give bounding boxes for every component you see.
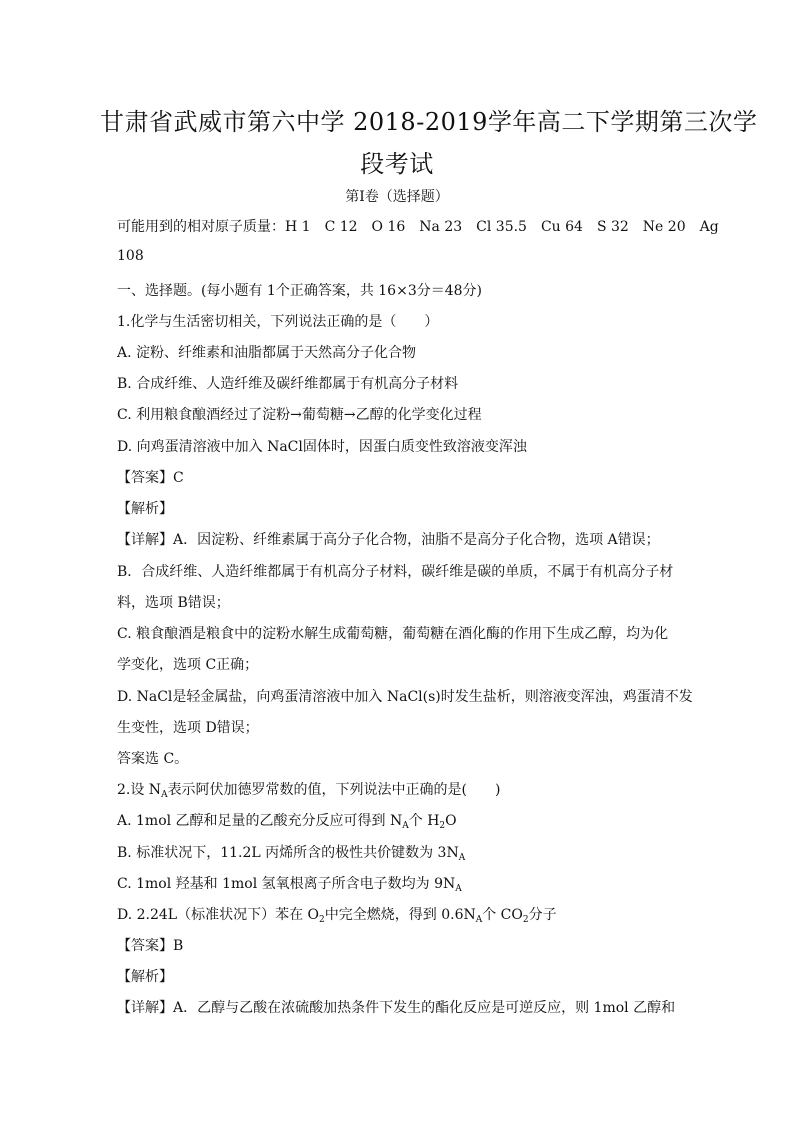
q2-option-a-sub1: A bbox=[402, 821, 409, 831]
q1-analysis-label: 【解析】 bbox=[117, 501, 173, 517]
atomic-mass-line2: 108 bbox=[117, 248, 144, 264]
q2-option-d-sub3: 2 bbox=[522, 915, 529, 925]
q1-option-c: C. 利用粮食酿酒经过了淀粉→葡萄糖→乙醇的化学变化过程 bbox=[117, 407, 482, 423]
q2-option-d-sub1: 2 bbox=[319, 915, 325, 925]
document-title-line2: 段考试 bbox=[360, 150, 434, 178]
q1-option-a: A. 淀粉、纤维素和油脂都属于天然高分子化合物 bbox=[117, 345, 417, 361]
q1-answer: 【答案】C bbox=[117, 470, 184, 486]
q2-option-c-sub: A bbox=[455, 884, 462, 894]
part-one-heading: 一、选择题。(每小题有 1个正确答案，共 16×3分＝48分) bbox=[117, 283, 482, 299]
q2-answer: 【答案】B bbox=[117, 938, 184, 954]
q2-analysis-label: 【解析】 bbox=[117, 969, 173, 985]
atomic-mass-line1: 可能用到的相对原子质量：H 1 C 12 O 16 Na 23 Cl 35.5 Cu 64 S 32 Ne 20 Ag bbox=[117, 219, 719, 235]
q2-option-b bbox=[117, 842, 465, 862]
q1-detail-2a: B．合成纤维、人造纤维都属于有机高分子材料，碳纤维是碳的单质，不属于有机高分子材 bbox=[117, 564, 674, 580]
q2-option-a bbox=[117, 810, 457, 830]
q2-option-d-mid2: 个 CO bbox=[482, 907, 523, 923]
q1-detail-1: 【详解】A．因淀粉、纤维素属于高分子化合物，油脂不是高分子化合物，选项 A错误； bbox=[117, 532, 660, 548]
q2-option-a-sub2: 2 bbox=[439, 821, 446, 831]
q2-stem-post: 表示阿伏加德罗常数的值，下列说法中正确的是( ) bbox=[167, 782, 501, 798]
q1-detail-3a: C. 粮食酿酒是粮食中的淀粉水解生成葡萄糖，葡萄糖在酒化酶的作用下生成乙醇，均为化 bbox=[117, 626, 669, 642]
q2-option-d-post: 分子 bbox=[528, 907, 557, 923]
q2-option-a-mid: 个 H bbox=[408, 813, 440, 829]
q1-detail-2b: 料，选项 B错误； bbox=[117, 595, 230, 611]
q2-option-d bbox=[117, 904, 557, 924]
q2-option-b-sub: A bbox=[458, 853, 466, 863]
q2-option-d-sub2: A bbox=[475, 915, 483, 925]
q2-stem-pre: 2.设 N bbox=[117, 782, 162, 798]
q2-option-c bbox=[117, 873, 462, 893]
q2-option-a-pre: A. 1mol 乙醇和足量的乙酸充分反应可得到 N bbox=[117, 813, 403, 829]
q2-option-d-mid: 中完全燃烧，得到 0.6N bbox=[324, 907, 476, 923]
q2-option-d-pre: D. 2.24L（标准状况下）苯在 O bbox=[117, 907, 320, 923]
q2-option-c-pre: C. 1mol 羟基和 1mol 氢氧根离子所含电子数均为 9N bbox=[117, 876, 456, 892]
q2-option-a-post: O bbox=[445, 813, 457, 829]
q2-option-b-pre: B. 标准状况下，11.2L 丙烯所含的极性共价键数为 3N bbox=[117, 845, 459, 861]
q1-detail-4a: D. NaCl是轻金属盐，向鸡蛋清溶液中加入 NaCl(s)时发生盐析，则溶液变浑浊，鸡蛋清不发 bbox=[117, 689, 693, 705]
q2-stem-sub: A bbox=[161, 790, 168, 800]
q1-detail-3b: 学变化，选项 C正确； bbox=[117, 657, 259, 673]
section-title: 第Ⅰ卷（选择题） bbox=[345, 189, 449, 205]
q1-conclusion: 答案选 C。 bbox=[117, 751, 189, 767]
q1-stem: 1.化学与生活密切相关，下列说法正确的是（ ） bbox=[117, 314, 439, 330]
q1-detail-4b: 生变性，选项 D错误； bbox=[117, 720, 259, 736]
q1-option-d: D. 向鸡蛋清溶液中加入 NaCl固体时，因蛋白质变性致溶液变浑浊 bbox=[117, 439, 527, 455]
q2-stem bbox=[117, 779, 501, 799]
q2-detail-1: 【详解】A．乙醇与乙酸在浓硫酸加热条件下发生的酯化反应是可逆反应，则 1mol 乙醇和 bbox=[117, 1000, 676, 1016]
document-title-line1: 甘肃省武威市第六中学 2018-2019学年高二下学期第三次学 bbox=[100, 108, 758, 136]
q1-option-b: B. 合成纤维、人造纤维及碳纤维都属于有机高分子材料 bbox=[117, 376, 459, 392]
